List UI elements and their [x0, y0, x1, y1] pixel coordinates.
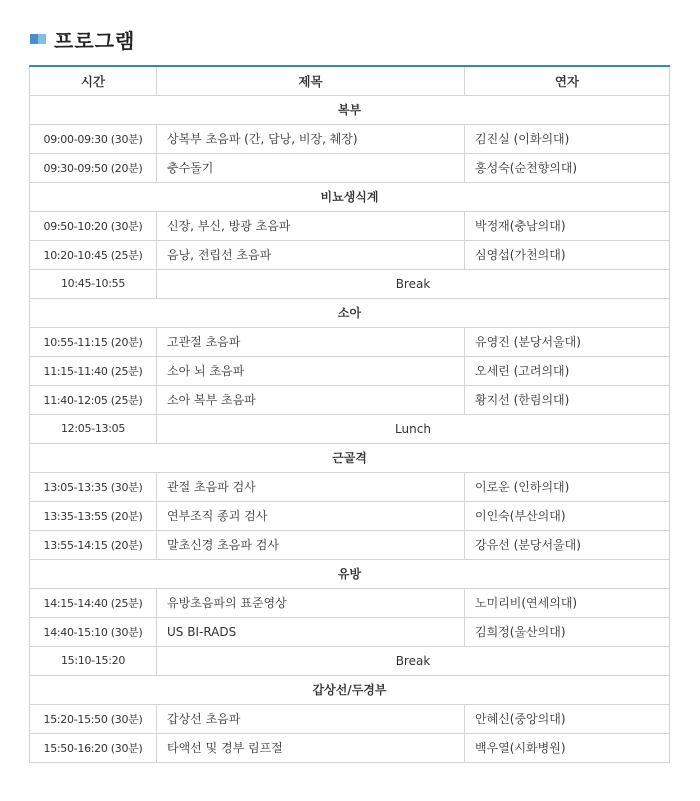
- break-label: Break: [157, 646, 670, 675]
- section-row: [30, 675, 670, 704]
- table-row: [30, 704, 670, 733]
- table-row: [30, 588, 670, 617]
- session-time: 14:15-14:40 (25분): [30, 588, 157, 617]
- session-speaker: 강유선 (분당서울대): [465, 530, 670, 559]
- section-label: 갑상선/두경부: [30, 675, 670, 704]
- program-table-wrapper: [29, 65, 669, 763]
- section-label: 유방: [30, 559, 670, 588]
- table-row: [30, 240, 670, 269]
- break-time: 12:05-13:05: [30, 414, 157, 443]
- session-time: 15:20-15:50 (30분): [30, 704, 157, 733]
- session-time: 09:30-09:50 (20분): [30, 153, 157, 182]
- break-label: Lunch: [157, 414, 670, 443]
- table-row: [30, 385, 670, 414]
- session-time: 11:40-12:05 (25분): [30, 385, 157, 414]
- session-speaker: 노미리비(연세의대): [465, 588, 670, 617]
- page-title: 프로그램: [54, 28, 136, 53]
- session-title: 충수돌기: [157, 153, 465, 182]
- session-title: 소아 뇌 초음파: [157, 356, 465, 385]
- break-row: [30, 646, 670, 675]
- session-speaker: 김진실 (이화의대): [465, 124, 670, 153]
- session-speaker: 안혜신(중앙의대): [465, 704, 670, 733]
- session-time: 11:15-11:40 (25분): [30, 356, 157, 385]
- session-time: 13:35-13:55 (20분): [30, 501, 157, 530]
- session-time: 14:40-15:10 (30분): [30, 617, 157, 646]
- table-row: [30, 211, 670, 240]
- section-row: [30, 559, 670, 588]
- page-title-bar: [30, 24, 135, 54]
- session-title: 갑상선 초음파: [157, 704, 465, 733]
- session-time: 15:50-16:20 (30분): [30, 733, 157, 762]
- session-time: 10:20-10:45 (25분): [30, 240, 157, 269]
- session-title: 관절 초음파 검사: [157, 472, 465, 501]
- break-row: [30, 414, 670, 443]
- session-title: 상복부 초음파 (간, 담낭, 비장, 췌장): [157, 124, 465, 153]
- session-title: 타액선 및 경부 림프절: [157, 733, 465, 762]
- session-speaker: 홍성숙(순천향의대): [465, 153, 670, 182]
- table-header-row: [30, 66, 670, 95]
- section-row: [30, 443, 670, 472]
- session-speaker: 유영진 (분당서울대): [465, 327, 670, 356]
- section-label: 근골격: [30, 443, 670, 472]
- session-time: 13:55-14:15 (20분): [30, 530, 157, 559]
- session-time: 13:05-13:35 (30분): [30, 472, 157, 501]
- session-title: 연부조직 종괴 검사: [157, 501, 465, 530]
- session-time: 09:00-09:30 (30분): [30, 124, 157, 153]
- session-title: 고관절 초음파: [157, 327, 465, 356]
- session-speaker: 김희정(울산의대): [465, 617, 670, 646]
- session-speaker: 황지선 (한림의대): [465, 385, 670, 414]
- section-row: [30, 182, 670, 211]
- table-row: [30, 530, 670, 559]
- break-label: Break: [157, 269, 670, 298]
- section-label: 비뇨생식계: [30, 182, 670, 211]
- table-row: [30, 617, 670, 646]
- session-speaker: 박정재(충남의대): [465, 211, 670, 240]
- table-row: [30, 472, 670, 501]
- session-speaker: 심영섭(가천의대): [465, 240, 670, 269]
- break-time: 15:10-15:20: [30, 646, 157, 675]
- session-title: 신장, 부신, 방광 초음파: [157, 211, 465, 240]
- session-title: 유방초음파의 표준영상: [157, 588, 465, 617]
- table-row: [30, 501, 670, 530]
- header-title: 제목: [157, 66, 465, 95]
- table-row: [30, 124, 670, 153]
- session-title: 음낭, 전립선 초음파: [157, 240, 465, 269]
- session-speaker: 이인숙(부산의대): [465, 501, 670, 530]
- section-label: 복부: [30, 95, 670, 124]
- table-row: [30, 733, 670, 762]
- title-bullet-icon: [30, 34, 46, 44]
- session-time: 09:50-10:20 (30분): [30, 211, 157, 240]
- session-title: 소아 복부 초음파: [157, 385, 465, 414]
- table-row: [30, 356, 670, 385]
- session-speaker: 백우열(시화병원): [465, 733, 670, 762]
- header-time: 시간: [30, 66, 157, 95]
- section-label: 소아: [30, 298, 670, 327]
- session-title: US BI-RADS: [157, 617, 465, 646]
- session-title: 말초신경 초음파 검사: [157, 530, 465, 559]
- session-speaker: 이로운 (인하의대): [465, 472, 670, 501]
- program-table: [29, 65, 670, 763]
- table-row: [30, 153, 670, 182]
- header-speaker: 연자: [465, 66, 670, 95]
- table-row: [30, 327, 670, 356]
- program-table-body: [30, 95, 670, 762]
- break-row: [30, 269, 670, 298]
- break-time: 10:45-10:55: [30, 269, 157, 298]
- session-time: 10:55-11:15 (20분): [30, 327, 157, 356]
- section-row: [30, 95, 670, 124]
- session-speaker: 오세린 (고려의대): [465, 356, 670, 385]
- section-row: [30, 298, 670, 327]
